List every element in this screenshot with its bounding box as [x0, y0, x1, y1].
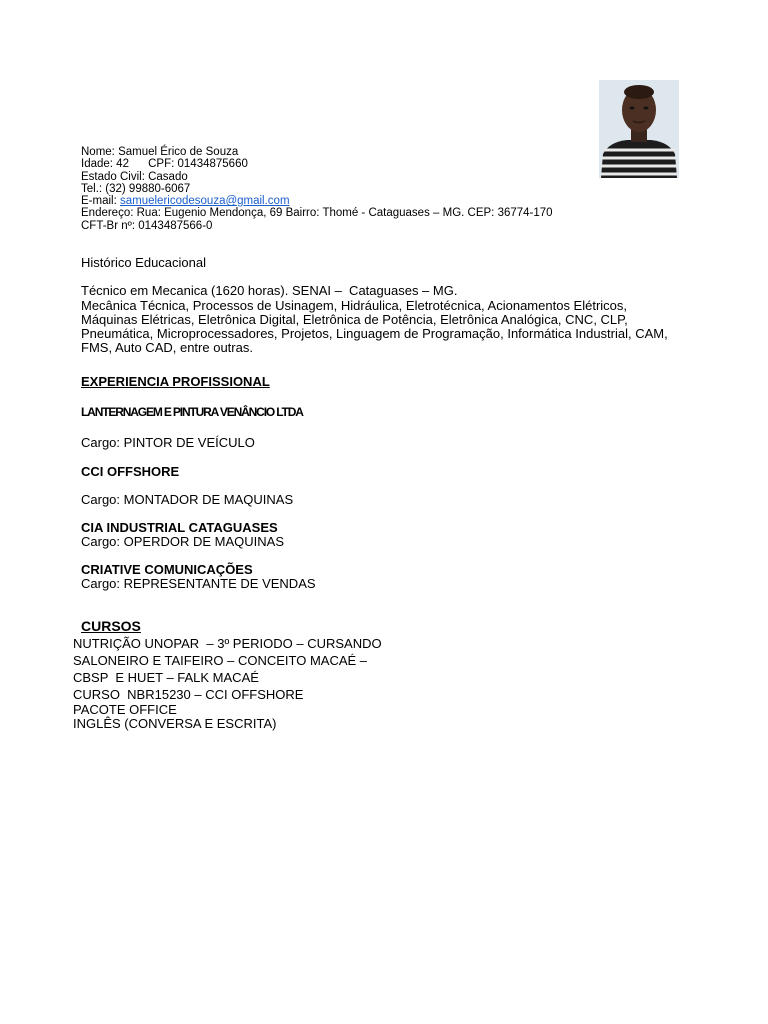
phone-line: Tel.: (32) 99880-6067: [81, 182, 191, 195]
email-link[interactable]: samuelericodesouza@gmail.com: [119, 195, 290, 208]
address-line: Endereço: Rua: Eugenio Mendonça, 69 Bairro: Thomé - Cataguases – MG. CEP: 36774-170: [81, 207, 553, 220]
education-title: Histórico Educacional: [81, 255, 207, 270]
email-label: E-mail:: [81, 195, 120, 208]
education-topics-line-3: Pneumática, Microprocessadores, Projetos, Linguagem de Programação, Informática Industrial, CAM,: [81, 326, 668, 341]
courses-list: [73, 637, 382, 731]
course-item: CURSO NBR15230 – CCI OFFSHORE: [73, 687, 304, 702]
course-item: INGLÊS (CONVERSA E ESCRITA): [73, 716, 277, 731]
job-company-2: CCI OFFSHORE: [81, 464, 180, 479]
education-topics-line-1: Mecânica Técnica, Processos de Usinagem, Hidráulica, Eletrotécnica, Acionamentos Elétricos,: [81, 298, 628, 313]
cft-line: CFT-Br nº: 0143487566-0: [81, 219, 213, 232]
job-role-4: Cargo: REPRESENTANTE DE VENDAS: [81, 576, 316, 591]
profile-photo: [599, 80, 679, 178]
job-company-4: CRIATIVE COMUNICAÇÕES: [81, 562, 253, 577]
education-course-line: Técnico em Mecanica (1620 horas). SENAI – Cataguases – MG.: [81, 283, 458, 298]
job-role-1: Cargo: PINTOR DE VEÍCULO: [81, 435, 255, 450]
job-company-3: CIA INDUSTRIAL CATAGUASES: [81, 520, 278, 535]
job-role-3: Cargo: OPERDOR DE MAQUINAS: [81, 534, 284, 549]
job-company-1: LANTERNAGEM E PINTURA VENÂNCIO LTDA: [81, 405, 303, 419]
education-topics-line-4: FMS, Auto CAD, entre outras.: [81, 340, 253, 355]
experience-title: EXPERIENCIA PROFISSIONAL: [81, 374, 270, 389]
marital-status-line: Estado Civil: Casado: [81, 170, 188, 183]
email-line: [81, 195, 553, 207]
course-item: CBSP E HUET – FALK MACAÉ: [73, 670, 259, 685]
courses-title: CURSOS: [81, 618, 141, 634]
education-topics-line-2: Máquinas Elétricas, Eletrônica Digital, Eletrônica de Potência, Eletrônica Analógica, CNC, CLP,: [81, 312, 628, 327]
person-portrait-image: [599, 80, 679, 178]
age-cpf-line: Idade: 42 CPF: 01434875660: [81, 158, 248, 171]
course-item: PACOTE OFFICE: [73, 702, 177, 717]
course-item: SALONEIRO E TAIFEIRO – CONCEITO MACAÉ –: [73, 653, 368, 668]
name-line: Nome: Samuel Érico de Souza: [81, 146, 239, 158]
job-role-2: Cargo: MONTADOR DE MAQUINAS: [81, 492, 294, 507]
personal-info: [81, 146, 553, 232]
course-item: NUTRIÇÃO UNOPAR – 3º PERIODO – CURSANDO: [73, 636, 382, 651]
